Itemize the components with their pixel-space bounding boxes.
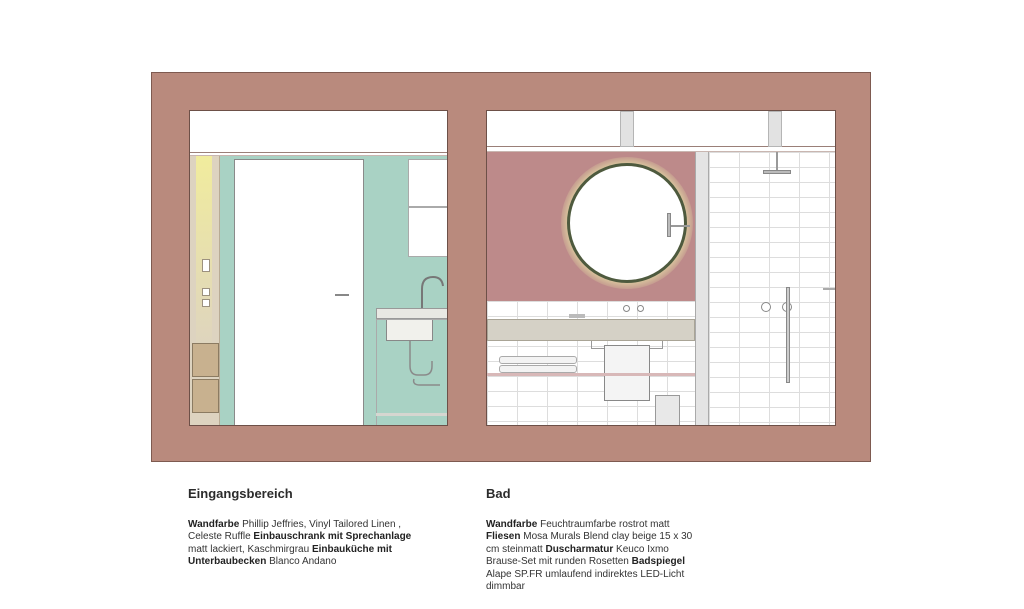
shelf-rail bbox=[487, 373, 695, 376]
bathroom-elevation bbox=[486, 110, 836, 426]
faucet-icon bbox=[422, 277, 443, 308]
entrance-caption bbox=[188, 488, 413, 569]
ceiling-beam bbox=[620, 111, 634, 147]
entrance-elevation bbox=[189, 110, 448, 426]
vanity-faucet bbox=[623, 305, 630, 312]
shower-tiles bbox=[709, 152, 836, 426]
vanity-top bbox=[487, 319, 695, 341]
shower-partition bbox=[695, 152, 709, 426]
towel-hook bbox=[823, 288, 835, 290]
elevation-frame bbox=[151, 72, 871, 462]
shower-head-pipe bbox=[776, 152, 778, 170]
bathroom-description: Wandfarbe Feuchtraumfarbe rostrot matt Fliesen Mosa Murals Blend clay beige 15 x 30 cm steinmatt Duscharmatur Keuco Ixmo Brause-Set mit runden Rosetten Badspiegel Alape SP.FR umlaufend indirektes LED-Licht dimmbar bbox=[486, 518, 693, 592]
soap-tray bbox=[569, 314, 585, 318]
shower-head bbox=[763, 170, 791, 174]
ceiling-band bbox=[487, 111, 836, 147]
folded-towels bbox=[499, 356, 577, 364]
cosmetic-mirror-arm bbox=[670, 225, 690, 227]
hand-shower bbox=[786, 287, 790, 383]
ceiling-beam bbox=[768, 111, 782, 147]
vanity-faucet bbox=[637, 305, 644, 312]
folded-towels bbox=[499, 365, 577, 373]
waste-bin bbox=[655, 395, 680, 426]
bathroom-title: Bad bbox=[486, 486, 511, 501]
entrance-title: Eingangsbereich bbox=[188, 486, 293, 501]
sink-siphon bbox=[410, 341, 440, 385]
cosmetic-mirror bbox=[667, 213, 671, 237]
bathroom-caption bbox=[486, 488, 701, 594]
shower-mixer bbox=[761, 302, 771, 312]
entrance-description: Wandfarbe Phillip Jeffries, Vinyl Tailored Linen , Celeste Ruffle Einbauschrank mit Sprechanlage matt lackiert, Kaschmirgrau Einbauküche mit Unterbaubecken Blanco Andano bbox=[188, 518, 412, 567]
